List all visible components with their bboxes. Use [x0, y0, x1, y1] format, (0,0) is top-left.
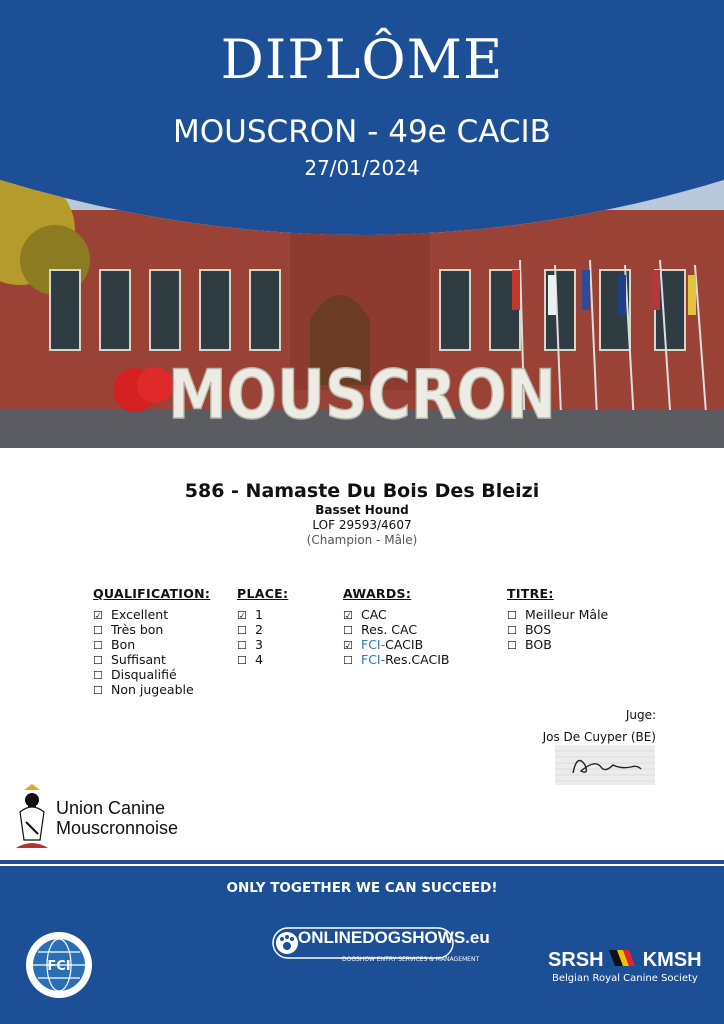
checkbox-icon: ☐: [93, 624, 103, 637]
show-name: MOUSCRON - 49e CACIB: [173, 114, 551, 150]
srsh-tagline: Belgian Royal Canine Society: [552, 973, 698, 984]
titre-option: ☐ BOB: [507, 637, 552, 652]
qualification-option: ☑ Excellent: [93, 607, 169, 622]
belgian-flag-icon: [609, 948, 637, 968]
place-column: [237, 586, 288, 667]
award-option: ☐ Res. CAC: [343, 622, 418, 637]
dog-class: (Champion - Mâle): [306, 533, 418, 547]
checkbox-icon: ☑: [93, 609, 103, 622]
checkbox-icon: ☐: [93, 654, 103, 667]
dog-breed: Basset Hound: [315, 503, 409, 517]
checkbox-icon: ☐: [93, 669, 103, 682]
checkbox-icon: ☑: [343, 639, 353, 652]
titre-option: ☐ BOS: [507, 622, 552, 637]
place-option: ☑ 1: [237, 607, 263, 622]
qualification-option: ☐ Disqualifié: [93, 667, 177, 682]
qualification-option: ☐ Suffisant: [93, 652, 166, 667]
checkbox-icon: ☐: [237, 624, 247, 637]
qualification-option: ☐ Non jugeable: [93, 682, 194, 697]
checkbox-icon: ☑: [343, 609, 353, 622]
judge-signature: [555, 745, 655, 785]
footer-divider: [0, 860, 724, 864]
checkbox-icon: ☑: [237, 609, 247, 622]
fci-logo: [24, 930, 94, 1000]
svg-text:FCI: FCI: [47, 959, 71, 974]
onlinedogshows-tagline: DOGSHOW ENTRY SERVICES & MANAGEMENT: [342, 956, 480, 963]
checkbox-icon: ☐: [507, 609, 517, 622]
award-option: ☑ CAC: [343, 607, 387, 622]
awards-heading: AWARDS:: [343, 586, 412, 601]
footer-slogan: ONLY TOGETHER WE CAN SUCCEED!: [226, 880, 498, 896]
qualification-heading: QUALIFICATION:: [93, 586, 211, 601]
place-option: ☐ 3: [237, 637, 263, 652]
show-date: 27/01/2024: [304, 156, 420, 180]
dog-name: 586 - Namaste Du Bois Des Bleizi: [184, 480, 540, 502]
onlinedogshows-name: ONLINEDOGSHOWS.eu: [298, 928, 490, 947]
award-option: ☑ FCI-CACIB: [343, 637, 424, 652]
club-logo: [6, 782, 58, 854]
place-option: ☐ 4: [237, 652, 263, 667]
checkbox-icon: ☐: [343, 654, 353, 667]
qualification-option: ☐ Bon: [93, 637, 136, 652]
mouscron-sign: MOUSCRON: [168, 356, 556, 435]
qualification-option: ☐ Très bon: [93, 622, 164, 637]
awards-column: [343, 586, 449, 667]
club-name: Union Canine Mouscronnoise: [56, 798, 179, 838]
fci-prefix: FCI-: [361, 637, 386, 652]
judge-name: Jos De Cuyper (BE): [542, 730, 656, 744]
qualification-column: [93, 586, 210, 697]
checkbox-icon: ☐: [93, 684, 103, 697]
titre-column: [507, 586, 608, 652]
checkbox-icon: ☐: [343, 624, 353, 637]
checkbox-icon: ☐: [507, 639, 517, 652]
judge-label: Juge:: [625, 708, 656, 722]
titre-option: ☐ Meilleur Mâle: [507, 607, 609, 622]
titre-heading: TITRE:: [507, 586, 554, 601]
checkbox-icon: ☐: [237, 639, 247, 652]
checkbox-icon: ☐: [507, 624, 517, 637]
diploma-title: DIPLÔME: [220, 28, 504, 91]
town-hall-photo: [0, 170, 724, 448]
fci-prefix: FCI-: [361, 652, 386, 667]
checkbox-icon: ☐: [237, 654, 247, 667]
place-heading: PLACE:: [237, 586, 289, 601]
checkbox-icon: ☐: [93, 639, 103, 652]
dog-registration: LOF 29593/4607: [312, 518, 412, 532]
award-option: ☐ FCI-Res.CACIB: [343, 652, 450, 667]
srsh-kmsh-logo: SRSH KMSH: [548, 949, 702, 971]
place-option: ☐ 2: [237, 622, 263, 637]
